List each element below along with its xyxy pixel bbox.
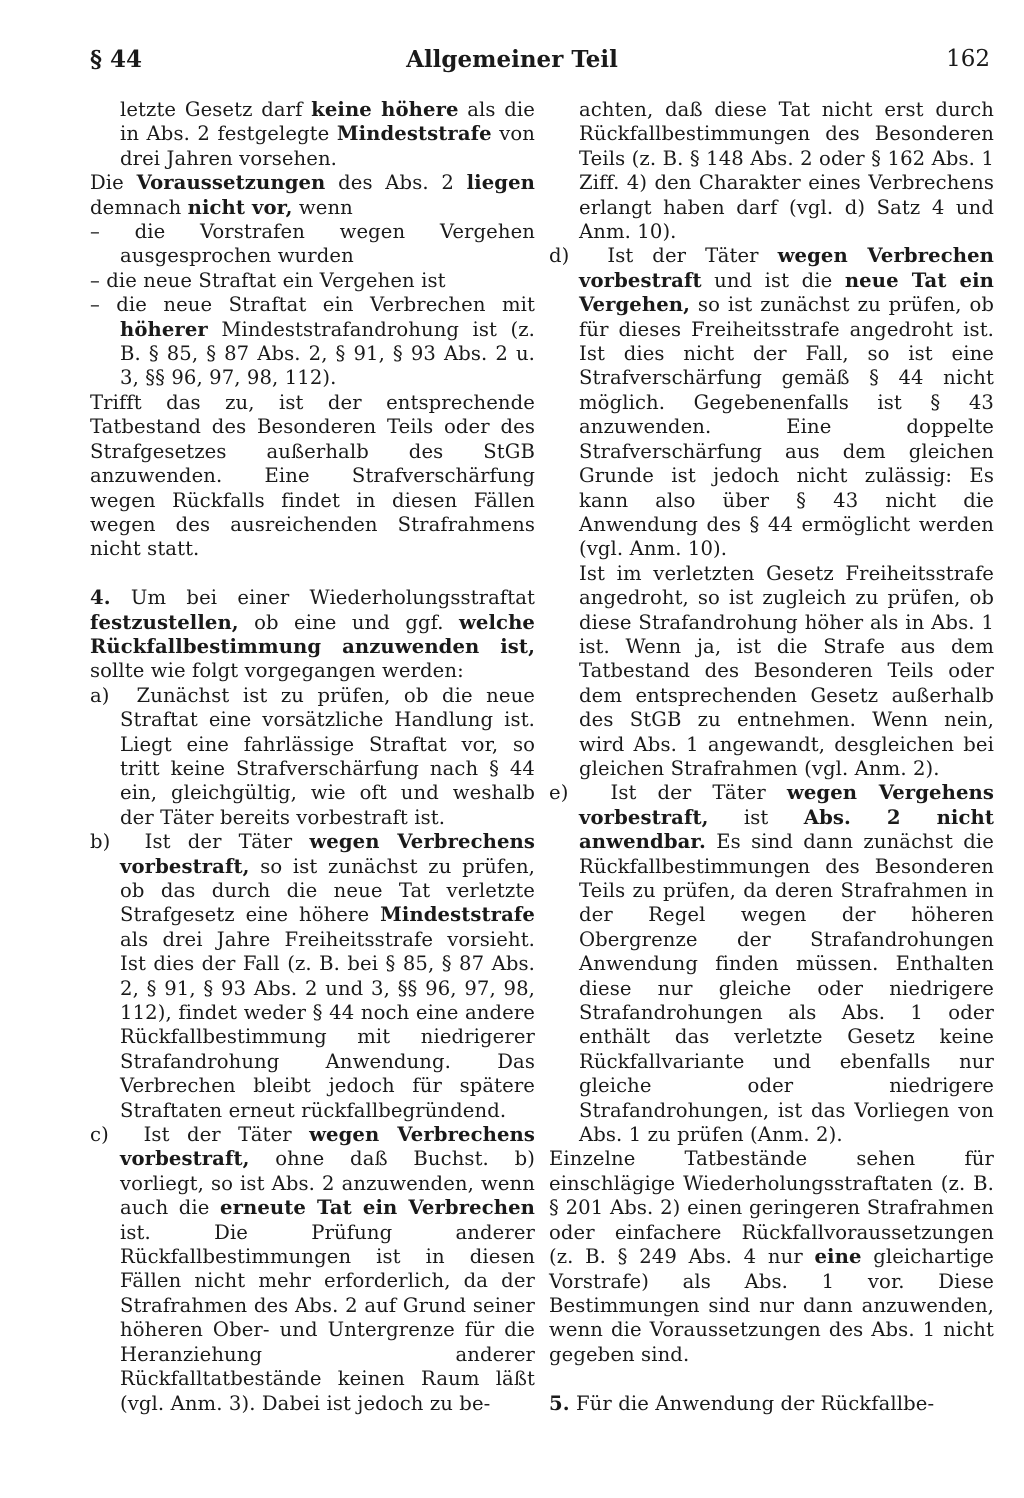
text-run: Um bei einer Wiederholungsstraftat	[110, 586, 535, 610]
text-run: achten, daß diese Tat nicht erst durch Rückfallbestimmungen des Besonderen Teils (z. B. § 148 Abs. 2 oder § 162 Abs. 1 Ziff. 4) den Charakter eines Verbrechens erlangt haben darf (vgl. d) Satz 4 und Anm. 10).	[579, 98, 994, 244]
bold-text: erneute Tat ein Verbrechen	[220, 1196, 536, 1220]
text-run: Mindeststrafandrohung ist (z. B. § 85, § 87 Abs. 2, § 91, § 93 Abs. 2 u. 3, §§ 96, 97, 98, 112).	[120, 317, 535, 390]
text-run: und ist die	[701, 268, 845, 292]
bold-text: eine	[814, 1245, 862, 1269]
text-run: Die	[90, 171, 137, 195]
bold-text: Voraussetzungen	[136, 171, 326, 195]
bold-text: 5.	[549, 1391, 570, 1415]
dash-item	[90, 269, 535, 293]
dash-item	[90, 220, 535, 269]
text-run: Ist im verletzten Gesetz Freiheitsstrafe angedroht, so ist zugleich zu prüfen, ob diese Strafandrohung höher als in Abs. 1 ist. Wenn ja, ist die Strafe aus dem Tatbestand des Besonderen Teils oder dem entsprechenden Gesetz außerhalb des StGB zu entnehmen. Wenn nein, wird Abs. 1 angewandt, desgleichen bei gleichen Strafrahmen (vgl. Anm. 2).	[579, 561, 994, 780]
bold-text: wegen Verbrechen vorbestraft	[579, 244, 994, 292]
paragraph-voraussetzungen	[90, 171, 535, 220]
text-run: von drei Jahren vorsehen.	[120, 122, 535, 170]
bold-text: nicht vor,	[187, 195, 293, 219]
text-run: ohne daß Buchst. b) vorliegt, so ist Abs. 2 anzuwenden, wenn auch die	[120, 1147, 535, 1220]
page-header	[0, 46, 1024, 82]
text-run: Für die Anwendung der Rückfallbe-	[569, 1391, 935, 1415]
bold-text: wegen Verbrechens vorbestraft,	[120, 1123, 535, 1171]
text-run: Einzelne Tatbestände sehen für einschlägige Wiederholungsstraftaten (z. B. § 201 Abs. 2) einen geringeren Strafrahmen oder einfachere Rückfallvoraussetzungen (z. B. § 249 Abs. 4 nur	[549, 1147, 994, 1269]
paragraph-continuation	[90, 98, 535, 171]
left-column	[90, 98, 535, 1416]
text-run: c) Ist der Täter	[90, 1123, 310, 1147]
text-run: als drei Jahre Freiheitsstrafe vorsieht. Ist dies der Fall (z. B. bei § 85, § 87 Abs. 2, § 91, § 93 Abs. 2 und 3, §§ 96, 97, 98, 112), findet weder § 44 noch eine andere Rückfallbestimmung mit niedrigerer Strafandrohung Anwendung. Das Verbrechen bleibt jedoch für spätere Straftaten erneut rückfallbegründend.	[120, 927, 535, 1122]
text-run: wenn	[292, 195, 353, 219]
text-run: als die in Abs. 2 festgelegte	[120, 98, 535, 146]
bold-text: liegen	[466, 171, 535, 195]
list-item-a	[90, 684, 535, 830]
text-run: Es sind dann zunächst die Rückfallbestimmungen des Besonderen Teils zu prüfen, da deren Strafrahmen in der Regel wegen der höheren Obergrenze der Strafandrohungen Anwendung finden müssen. Enthalten diese nur gleiche oder niedrigere Strafandrohungen als Abs. 1 oder enthält das verletzte Gesetz keine Rückfallvariante und ebenfalls nur gleiche oder niedrigere Strafandrohungen, ist das Vorliegen von Abs. 1 zu prüfen (Anm. 2).	[579, 830, 994, 1147]
text-run: d) Ist der Täter	[549, 244, 778, 268]
text-run: des Abs. 2	[325, 171, 467, 195]
paragraph-einzelne	[549, 1147, 994, 1367]
bold-text: wegen Vergehens vorbestraft,	[579, 781, 994, 829]
bold-text: keine höhere	[311, 98, 459, 121]
list-item-d	[549, 244, 994, 561]
dash-item	[90, 293, 535, 391]
bold-text: höherer	[120, 317, 208, 341]
bold-text: Abs. 2 nicht anwendbar.	[579, 805, 994, 854]
paragraph-4	[90, 586, 535, 684]
text-run: letzte Gesetz darf	[120, 98, 312, 121]
text-run: so ist zunächst zu prüfen, ob das durch die neue Tat verletzte Strafgesetz eine höhere	[120, 854, 535, 927]
bold-text: Mindeststrafe	[380, 903, 535, 927]
text-run: ist	[708, 805, 804, 829]
text-run: a) Zunächst ist zu prüfen, ob die neue Straftat eine vorsätzliche Handlung ist. Liegt eine fahrlässige Straftat vor, so tritt keine Strafverschärfung nach § 44 ein, gleichgültig, wie oft und weshalb der Täter bereits vorbestraft ist.	[90, 683, 535, 829]
bold-text: wegen Verbrechens vorbestraft,	[120, 830, 535, 878]
text-run: e) Ist der Täter	[549, 781, 787, 805]
text-run: – die neue Straftat ein Vergehen ist	[90, 268, 446, 292]
text-run: – die Vorstrafen wegen Vergehen ausgesprochen wurden	[90, 220, 535, 268]
text-run: so ist zunächst zu prüfen, ob für dieses Freiheitsstrafe angedroht ist. Ist dies nicht der Fall, so ist eine Strafverschärfung gemäß § 44 nicht möglich. Gegebenenfalls ist § 43 anzuwenden. Eine doppelte Strafverschärfung aus dem gleichen Grunde ist jedoch nicht zulässig: Es kann also über § 43 nicht die Anwendung des § 44 ermöglicht werden (vgl. Anm. 10).	[579, 293, 994, 561]
text-run: b) Ist der Täter	[90, 830, 310, 854]
bold-text: Mindeststrafe	[336, 122, 492, 146]
list-item-c-continuation	[549, 98, 994, 244]
paragraph-trifft	[90, 391, 535, 562]
bold-text: welche Rückfallbestimmung anzuwenden ist,	[90, 610, 535, 658]
text-run: – die neue Straftat ein Verbrechen mit	[90, 293, 535, 317]
text-run: demnach	[90, 195, 188, 219]
paragraph-5	[549, 1392, 994, 1416]
list-item-e	[549, 781, 994, 1147]
right-column	[549, 98, 994, 1416]
text-run: sollte wie folgt vorgegangen werden:	[90, 659, 464, 683]
text-run: ist. Die Prüfung anderer Rückfallbestimmungen ist in diesen Fällen nicht mehr erforderlich, da der Strafrahmen des Abs. 2 auf Grund seiner höheren Ober- und Untergrenze für die Heranziehung anderer Rückfalltatbestände keinen Raum läßt (vgl. Anm. 3). Dabei ist jedoch zu be-	[120, 1220, 535, 1415]
page-number: 162	[946, 46, 990, 72]
text-run: Trifft das zu, ist der entsprechende Tatbestand des Besonderen Teils oder des Strafgesetzes außerhalb des StGB anzuwenden. Eine Strafverschärfung wegen Rückfalls findet in diesen Fällen wegen des ausreichenden Strafrahmens nicht statt.	[90, 390, 535, 561]
text-run: ob eine und ggf.	[238, 610, 459, 634]
list-item-c	[90, 1123, 535, 1416]
section-number: § 44	[90, 46, 143, 73]
bold-text: neue Tat ein Vergehen,	[579, 268, 994, 317]
bold-text: 4.	[90, 586, 111, 610]
list-item-d-continuation	[549, 562, 994, 782]
bold-text: festzustellen,	[90, 610, 239, 634]
list-item-b	[90, 830, 535, 1123]
running-title: Allgemeiner Teil	[406, 46, 618, 73]
text-run: gleichartige Vorstrafe) als Abs. 1 vor. Diese Bestimmungen sind nur dann anzuwenden, wenn die Voraussetzungen des Abs. 1 nicht gegeben sind.	[549, 1245, 994, 1366]
